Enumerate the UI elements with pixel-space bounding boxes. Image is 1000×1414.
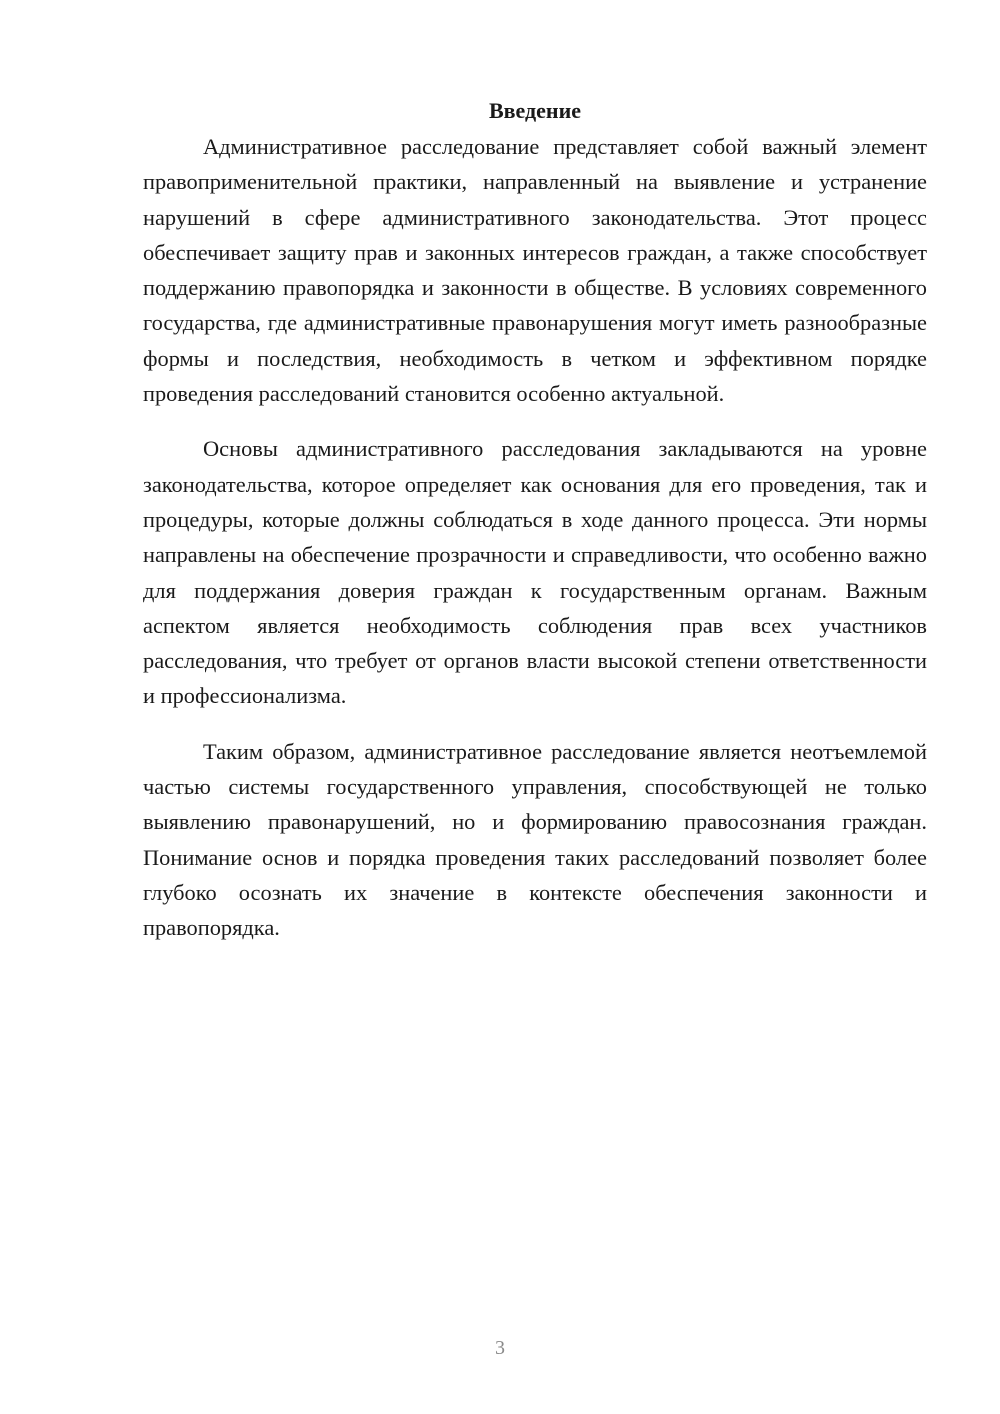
section-title: Введение [488,98,582,123]
paragraph-2: Основы административного расследования закладываются на уровне законодательства, которое определяет как основания для его проведения, так и процедуры, которые должны соблюдаться в ходе данного процесса. Эти нормы направлены на обеспечение прозрачности и справедливости, что особенно важно для поддержания доверия граждан к государственным органам. Важным аспектом является необходимость соблюдения прав всех участников расследования, что требует от органов власти высокой степени ответственности и профессионализма. [143,436,927,709]
paragraph-3: Таким образом, административное расследование является неотъемлемой частью системы государственного управления, способствующей не только выявлению правонарушений, но и формированию правосознания граждан. Понимание основ и порядка проведения таких расследований позволяет более глубоко осознать их значение в контексте обеспечения законности и правопорядка. [143,738,927,941]
page-content [143,97,927,966]
paragraph-1: Административное расследование представляет собой важный элемент правоприменительной практики, направленный на выявление и устранение нарушений в сфере административного законодательства. Этот процесс обеспечивает защиту прав и законных интересов граждан, а также способствует поддержанию правопорядка и законности в обществе. В условиях современного государства, где административные правонарушения могут иметь разнообразные формы и последствия, необходимость в четком и эффективном порядке проведения расследований становится особенно актуальной. [143,134,927,407]
page-number: 3 [495,1337,505,1359]
